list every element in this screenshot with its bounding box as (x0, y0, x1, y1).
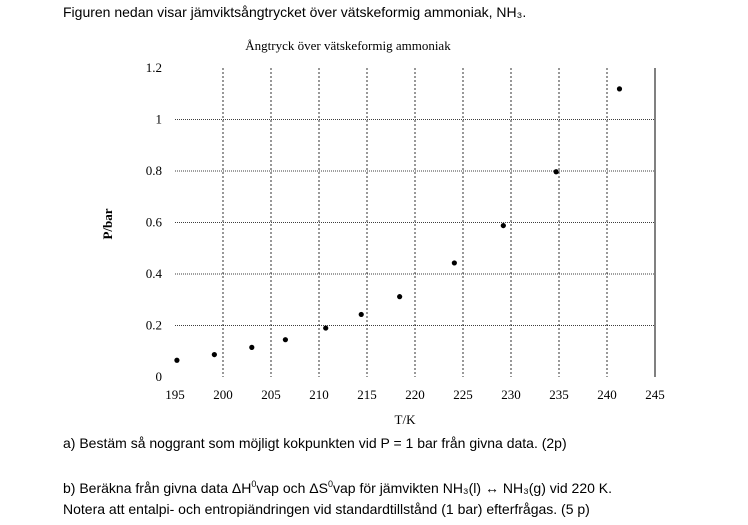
x-tick-label: 225 (453, 387, 473, 402)
data-point (249, 345, 254, 350)
data-point (452, 260, 457, 265)
y-tick-label: 1.2 (145, 60, 162, 75)
question-b-superscript2: 0 (327, 479, 333, 489)
data-point (397, 294, 402, 299)
x-tick-label: 215 (357, 387, 377, 402)
chart-title: Ångtryck över vätskeformig ammoniak (245, 38, 451, 53)
data-point (174, 358, 179, 363)
x-tick-label: 195 (165, 387, 185, 402)
data-points (174, 86, 622, 363)
x-tick-label: 240 (597, 387, 617, 402)
grid-lines (175, 68, 655, 377)
x-tick-label: 230 (501, 387, 521, 402)
data-point (323, 325, 328, 330)
x-tick-labels (165, 387, 665, 402)
question-b-line2: Notera att entalpi- och entropiändringen vid standardtillstånd (1 bar) efterfrågas. (5 p) (63, 501, 590, 517)
y-tick-label: 0 (155, 369, 162, 384)
x-tick-label: 200 (213, 387, 233, 402)
question-b-part2: vap och ΔS (256, 480, 328, 496)
data-point (617, 86, 622, 91)
y-tick-label: 0.2 (145, 317, 162, 333)
data-point (554, 169, 559, 174)
y-tick-label: 0.4 (145, 266, 162, 281)
data-point (359, 312, 364, 317)
data-point (501, 223, 506, 228)
y-tick-label: 0.8 (145, 163, 162, 178)
y-tick-label: 1 (155, 111, 162, 127)
question-b-superscript1: 0 (251, 479, 257, 489)
data-point (283, 337, 288, 342)
question-b-part3: vap för jämvikten NH₃(l) ↔ NH₃(g) vid 220 K. (333, 480, 613, 496)
y-tick-label: 0.6 (145, 214, 162, 230)
x-tick-label: 210 (309, 387, 329, 402)
x-tick-label: 220 (405, 387, 425, 402)
y-tick-labels (146, 60, 163, 384)
question-a: a) Bestäm så noggrant som möjligt kokpunkten vid P = 1 bar från givna data. (2p) (63, 435, 567, 451)
y-axis-label: P/bar (100, 208, 115, 240)
data-point (212, 352, 217, 357)
x-tick-label: 235 (549, 387, 569, 402)
x-axis-label: T/K (394, 412, 416, 427)
x-tick-label: 245 (645, 387, 665, 402)
x-tick-label: 205 (261, 387, 281, 402)
question-b-line1 (63, 478, 612, 498)
intro-text: Figuren nedan visar jämviktsångtrycket över vätskeformig ammoniak, NH₃. (63, 4, 527, 20)
question-b-part1: b) Beräkna från givna data ΔH (63, 480, 252, 496)
